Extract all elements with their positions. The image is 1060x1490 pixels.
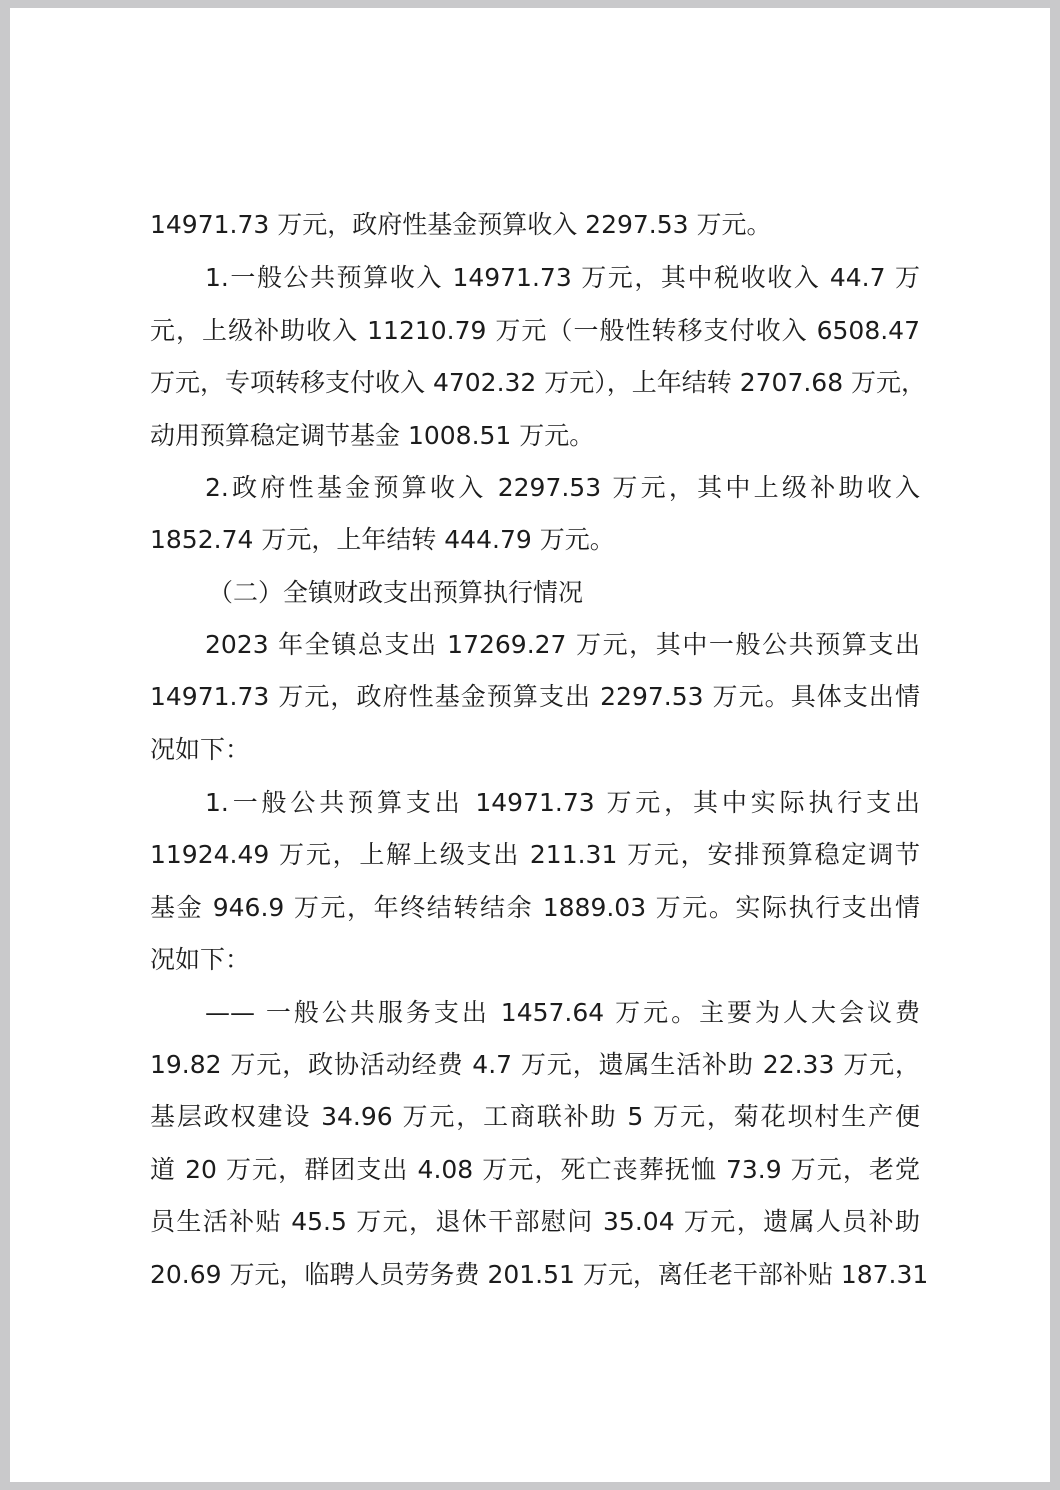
body-text-line: 元，上级补助收入 11210.79 万元（一般性转移支付收入 6508.47 [150, 316, 920, 345]
body-text-line: 况如下： [150, 735, 251, 764]
body-text-line: 14971.73 万元，政府性基金预算支出 2297.53 万元。具体支出情 [150, 682, 920, 711]
body-text-line: 动用预算稳定调节基金 1008.51 万元。 [150, 421, 595, 450]
body-text-line: 万元，专项转移支付收入 4702.32 万元），上年结转 2707.68 万元， [150, 368, 927, 397]
section-heading: （二）全镇财政支出预算执行情况 [208, 578, 584, 607]
body-text-line: 基金 946.9 万元，年终结转结余 1889.03 万元。实际执行支出情 [150, 893, 920, 922]
body-text-line: 1.一般公共预算支出 14971.73 万元，其中实际执行支出 [205, 788, 920, 817]
body-text-line: 2023 年全镇总支出 17269.27 万元，其中一般公共预算支出 [205, 630, 920, 659]
body-text-line: 道 20 万元，群团支出 4.08 万元，死亡丧葬抚恤 73.9 万元，老党 [150, 1155, 920, 1184]
body-text-line: 基层政权建设 34.96 万元，工商联补助 5 万元，菊花坝村生产便 [150, 1102, 920, 1131]
body-text-line: 1.一般公共预算收入 14971.73 万元，其中税收收入 44.7 万 [205, 263, 920, 292]
body-text-line: 19.82 万元，政协活动经费 4.7 万元，遗属生活补助 22.33 万元， [150, 1050, 920, 1079]
body-text-line: 11924.49 万元，上解上级支出 211.31 万元，安排预算稳定调节 [150, 840, 920, 869]
body-text-line: 员生活补贴 45.5 万元，退休干部慰问 35.04 万元，遗属人员补助 [150, 1207, 920, 1236]
body-text-line: 况如下： [150, 945, 251, 974]
body-text-line: —— 一般公共服务支出 1457.64 万元。主要为人大会议费 [205, 998, 920, 1027]
body-text-line: 1852.74 万元，上年结转 444.79 万元。 [150, 525, 615, 554]
body-text-line: 20.69 万元，临聘人员劳务费 201.51 万元，离任老干部补贴 187.31 [150, 1260, 929, 1289]
body-text-line: 2.政府性基金预算收入 2297.53 万元，其中上级补助收入 [205, 473, 920, 502]
body-text-line: 14971.73 万元，政府性基金预算收入 2297.53 万元。 [150, 210, 772, 239]
